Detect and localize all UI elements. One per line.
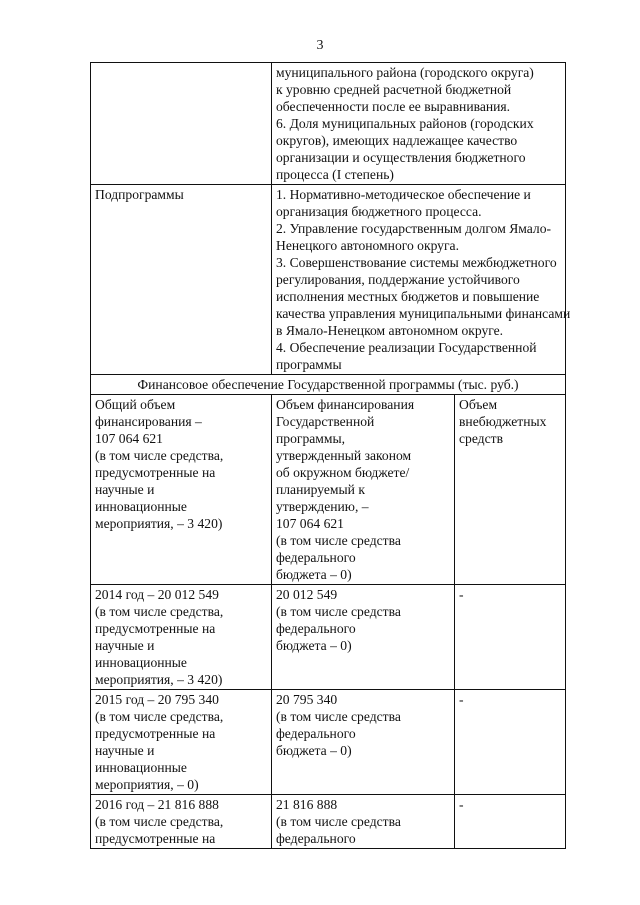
- text-line: 6. Доля муниципальных районов (городских: [276, 116, 534, 131]
- year-row-2016: [91, 795, 566, 849]
- text-line: федерального: [276, 831, 356, 846]
- text-line: организации и осуществления бюджетного: [276, 150, 526, 165]
- text-line: 2014 год – 20 012 549: [95, 587, 219, 602]
- text-line: бюджета – 0): [276, 638, 352, 653]
- text-line: федерального: [276, 550, 356, 565]
- text-line: бюджета – 0): [276, 743, 352, 758]
- text-line: программы,: [276, 431, 346, 446]
- text-line: в Ямало-Ненецком автономном округе.: [276, 323, 504, 338]
- text-line: (в том числе средства,: [95, 814, 224, 829]
- text-line: муниципального района (городского округа): [276, 65, 534, 80]
- text-line: 2016 год – 21 816 888: [95, 797, 219, 812]
- total-volume-cell: [91, 395, 272, 585]
- text-line: бюджета – 0): [276, 567, 352, 582]
- text-line: (в том числе средства,: [95, 448, 224, 463]
- year-total-cell: [91, 585, 272, 690]
- finance-header-row: [91, 375, 566, 395]
- text-line: предусмотренные на: [95, 621, 216, 636]
- text-line: федерального: [276, 621, 356, 636]
- indicators-continuation-row: [91, 63, 566, 185]
- text-line: исполнения местных бюджетов и повышение: [276, 289, 540, 304]
- text-line: планируемый к: [276, 482, 365, 497]
- subprograms-list: [272, 185, 571, 375]
- year-program-cell: [272, 585, 455, 690]
- text-line: инновационные: [95, 760, 187, 775]
- subprograms-row: [91, 185, 566, 375]
- year-program-cell: [272, 795, 455, 849]
- text-line: мероприятия, – 0): [95, 777, 199, 792]
- text-line: 2015 год – 20 795 340: [95, 692, 219, 707]
- text-line: федерального: [276, 726, 356, 741]
- text-line: 20 795 340: [276, 692, 338, 707]
- finance-header: Финансовое обеспечение Государственной программы (тыс. руб.): [91, 375, 566, 395]
- text-line: 107 064 621: [276, 516, 344, 531]
- text-line: регулирования, поддержание устойчивого: [276, 272, 520, 287]
- year-extrabudgetary-cell: -: [455, 690, 566, 795]
- text-line: Государственной: [276, 414, 375, 429]
- text-line: округов), имеющих надлежащее качество: [276, 133, 518, 148]
- text-line: 3. Совершенствование системы межбюджетного: [276, 255, 557, 270]
- text-line: обеспеченности после ее выравнивания.: [276, 99, 511, 114]
- text-line: (в том числе средства: [276, 709, 401, 724]
- year-row-2015: [91, 690, 566, 795]
- text-line: научные и: [95, 638, 155, 653]
- text-line: средств: [459, 431, 503, 446]
- extrabudgetary-cell: [455, 395, 566, 585]
- text-line: Ненецкого автономного округа.: [276, 238, 459, 253]
- text-line: Общий объем: [95, 397, 176, 412]
- text-line: предусмотренные на: [95, 726, 216, 741]
- text-line: Объем финансирования: [276, 397, 415, 412]
- text-line: инновационные: [95, 655, 187, 670]
- text-line: 2. Управление государственным долгом Ямало-: [276, 221, 552, 236]
- text-line: утвержденный законом: [276, 448, 412, 463]
- text-line: (в том числе средства,: [95, 709, 224, 724]
- year-total-cell: [91, 690, 272, 795]
- text-line: к уровню средней расчетной бюджетной: [276, 82, 512, 97]
- text-line: научные и: [95, 482, 155, 497]
- text-line: утверждению, –: [276, 499, 369, 514]
- text-line: (в том числе средства,: [95, 604, 224, 619]
- year-program-cell: [272, 690, 455, 795]
- program-volume-cell: [272, 395, 455, 585]
- text-line: научные и: [95, 743, 155, 758]
- text-line: финансирования –: [95, 414, 202, 429]
- year-total-cell: [91, 795, 272, 849]
- page-number: 3: [316, 38, 324, 53]
- year-extrabudgetary-cell: -: [455, 795, 566, 849]
- text-line: 4. Обеспечение реализации Государственной: [276, 340, 537, 355]
- text-line: мероприятия, – 3 420): [95, 516, 223, 531]
- text-line: (в том числе средства: [276, 604, 401, 619]
- program-passport-table: [90, 62, 571, 849]
- text-line: 20 012 549: [276, 587, 338, 602]
- text-line: качества управления муниципальными финансами: [276, 306, 571, 321]
- row-label-cell: [91, 63, 272, 185]
- year-extrabudgetary-cell: -: [455, 585, 566, 690]
- text-line: внебюджетных: [459, 414, 547, 429]
- text-line: предусмотренные на: [95, 465, 216, 480]
- indicators-text-cell: [272, 63, 566, 185]
- text-line: организация бюджетного процесса.: [276, 204, 482, 219]
- text-line: Объем: [459, 397, 498, 412]
- text-line: предусмотренные на: [95, 831, 216, 846]
- text-line: 1. Нормативно-методическое обеспечение и: [276, 187, 531, 202]
- text-line: 21 816 888: [276, 797, 338, 812]
- text-line: процесса (I степень): [276, 167, 394, 182]
- text-line: инновационные: [95, 499, 187, 514]
- text-line: (в том числе средства: [276, 814, 401, 829]
- text-line: мероприятия, – 3 420): [95, 672, 223, 687]
- text-line: об окружном бюджете/: [276, 465, 410, 480]
- text-line: 107 064 621: [95, 431, 163, 446]
- finance-columns-row: [91, 395, 566, 585]
- year-row-2014: [91, 585, 566, 690]
- text-line: программы: [276, 357, 342, 372]
- subprograms-label: Подпрограммы: [91, 185, 272, 375]
- text-line: (в том числе средства: [276, 533, 401, 548]
